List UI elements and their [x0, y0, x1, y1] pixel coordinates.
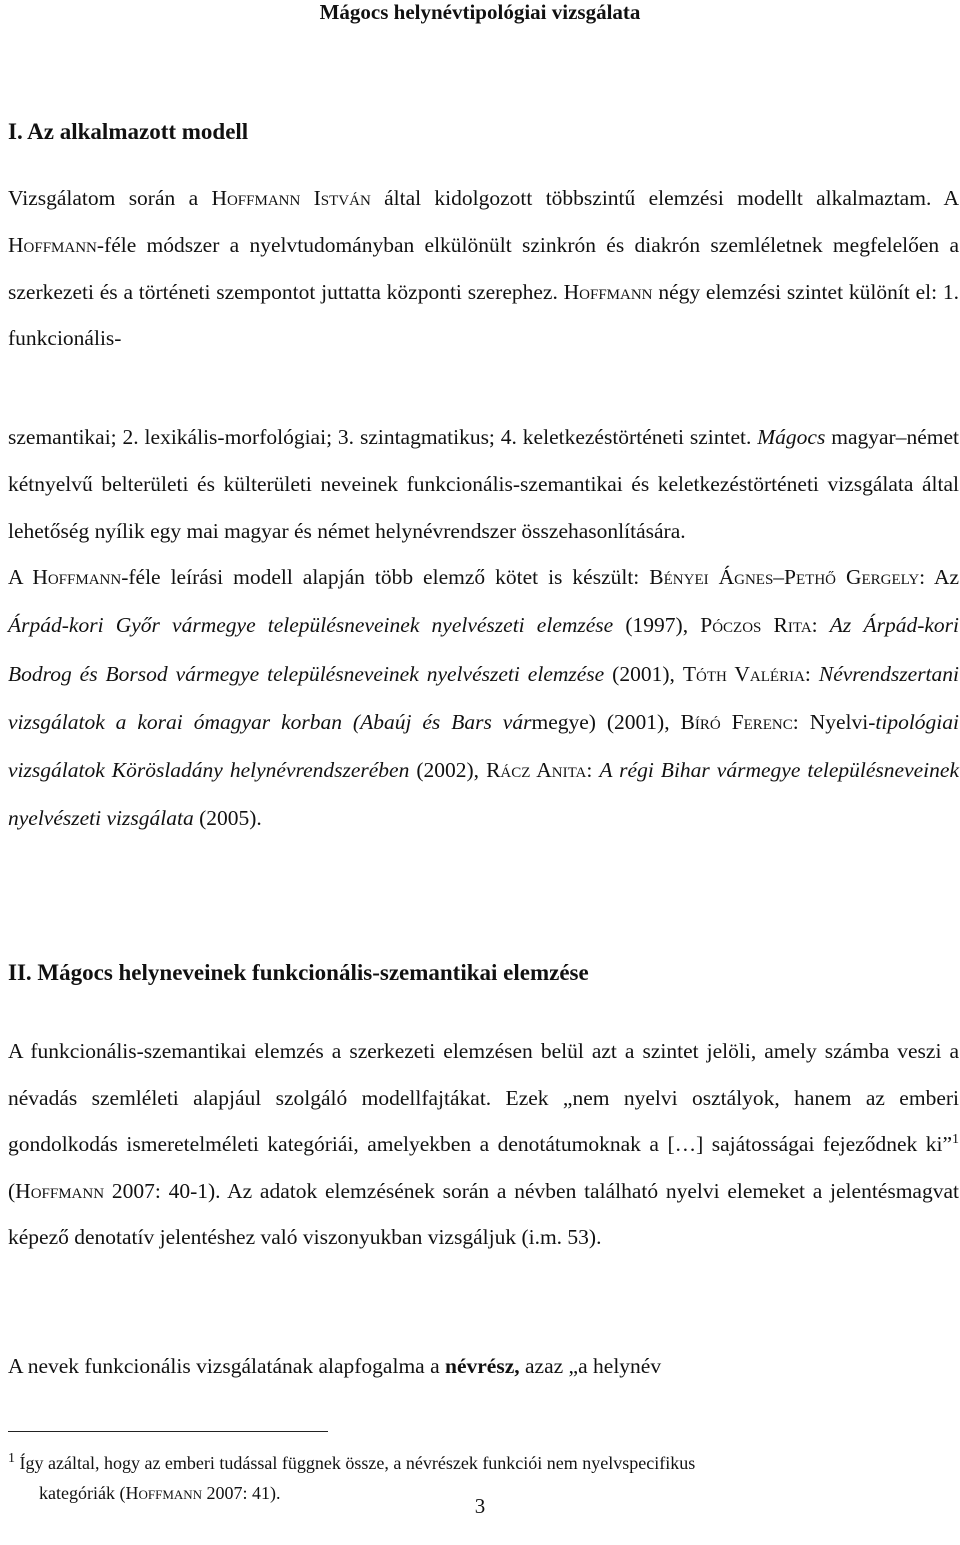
text-run: 2007: 40-1). Az adatok elemzésének során a névben található nyelvi elemeket a jelentésmagvat képező denotatív jelentéshez való viszonyukban vizsgáljuk (i.m. 53). [8, 1178, 959, 1249]
document-title: Mágocs helynévtipológiai vizsgálata [319, 0, 641, 24]
paragraph-2 [8, 414, 959, 554]
bold-term: névrész, [445, 1354, 520, 1378]
author-name: Tóth Valéria [682, 661, 805, 686]
text-run: : [586, 758, 600, 783]
text-run: Vizsgálatom során a [8, 186, 212, 210]
book-title: A régi Bihar vármegye településneveinek nyelvészeti vizsgálata [8, 758, 959, 831]
text-run: kategóriák ( [39, 1483, 126, 1503]
text-run: Így azáltal, hogy az emberi tudással függnek össze, a névrészek funkciói nem nyelvspecifikus [15, 1453, 696, 1473]
text-run: : [811, 613, 830, 638]
text-run: (2002), [409, 758, 487, 783]
author-name: Hoffmann [125, 1483, 203, 1503]
book-title: Árpád-kori Győr vármegye településneveinek nyelvészeti elemzése [8, 613, 614, 638]
place-name: Mágocs [757, 425, 826, 449]
text-run: (2005). [193, 806, 262, 831]
paragraph-4 [8, 1028, 959, 1261]
author-name: Hoffmann [32, 565, 122, 589]
paragraph-3 [8, 553, 959, 843]
text-run: ( [8, 1178, 16, 1203]
text-run: magyar–német kétnyelvű belterületi és külterületi neveinek funkcionális-szemantikai és keletkezéstörténeti vizsgálata által lehetőség nyílik egy mai magyar és német helynévrendszer összehasonlítására. [8, 425, 959, 543]
text-run: A funkcionális-szemantikai elemzés a szerkezeti elemzésen belül azt a szintet jelöli, amely számba veszi a névadás szemléleti alapjául szolgáló modellfajtákat. Ezek „nem nyelvi osztályok, hanem az emberi gondolkodás ismeretelméleti kategóriái, amelyekben a denotátumoknak a […] sajátosságai fejeződnek ki” [8, 1039, 959, 1156]
section-heading-1: I. Az alkalmazott modell [8, 119, 249, 144]
text-run: (1997), [613, 613, 701, 638]
text-run: : [804, 661, 819, 686]
footnote-separator [8, 1431, 328, 1432]
book-title: Az Árpád-kori Bodrog és Borsod vármegye településneveinek nyelvészeti elemzése [8, 613, 959, 686]
author-name: Póczos Rita [700, 613, 812, 638]
text-run: azaz „a helynév [519, 1354, 662, 1378]
text-run: által kidolgozott többszintű elemzési modellt alkalmaztam. A [370, 186, 959, 210]
text-run: (2001), [604, 661, 683, 686]
book-title: tipológiai vizsgálatok Körösladány helynévrendszerében [8, 709, 959, 783]
author-name: Bényei Ágnes [649, 565, 774, 589]
footnote-line-1 [8, 1448, 908, 1478]
text-run: : Az [919, 565, 960, 589]
text-run: szemantikai; 2. lexikális-morfológiai; 3. szintagmatikus; 4. keletkezéstörténeti szintet. [8, 425, 758, 449]
text-run: : Nyelvi- [792, 709, 876, 734]
text-run: -féle módszer a nyelvtudományban elkülönült szinkrón és diakrón szemléletnek megfelelően a szerkezeti és a történeti szempontot juttatta központi szerephez. [8, 232, 959, 304]
author-name: Hoffmann [563, 279, 653, 304]
text-run: – [773, 565, 785, 589]
text-run: A [8, 565, 33, 589]
author-name: Hoffmann [8, 232, 97, 257]
text-run: megye) (2001), [531, 709, 681, 734]
footnote-marker[interactable]: 1 [952, 1131, 959, 1147]
author-name: Hoffmann István [211, 186, 371, 210]
text-run: 2007: 41). [202, 1483, 281, 1503]
author-name: Pethő Gergely [784, 565, 920, 589]
text-run: A nevek funkcionális vizsgálatának alapfogalma a [8, 1354, 446, 1378]
text-run: -féle leírási modell alapján több elemző kötet is készült: [121, 565, 650, 589]
book-title: Névrendszertani vizsgálatok a korai ómagyar korban (Abaúj és Bars vár [8, 661, 960, 734]
section-heading-2: II. Mágocs helyneveinek funkcionális-szemantikai elemzése [8, 960, 589, 985]
text-run: négy elemzési szintet különít el: 1. funkcionális- [8, 279, 959, 351]
footnote-number: 1 [8, 1451, 15, 1466]
paragraph-1 [8, 175, 959, 362]
author-name: Hoffmann [15, 1178, 105, 1203]
author-name: Bíró Ferenc [680, 709, 793, 734]
page-number: 3 [474, 1494, 486, 1518]
paragraph-5 [8, 1343, 959, 1389]
author-name: Rácz Anita [486, 758, 587, 783]
